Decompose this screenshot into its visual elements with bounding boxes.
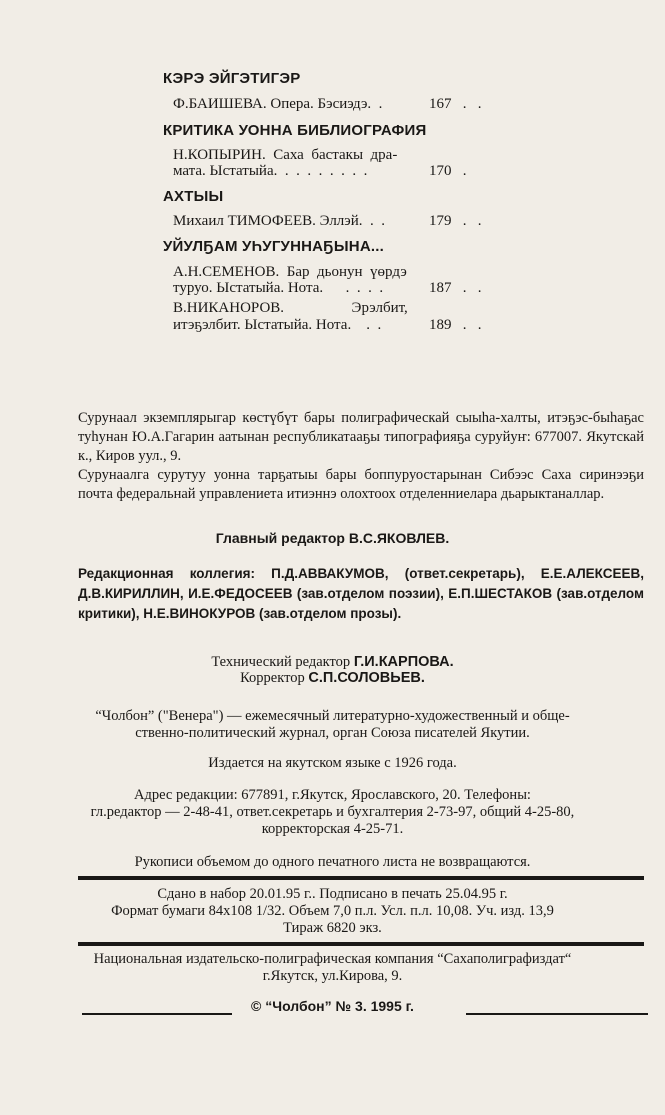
- manuscripts-notice: Рукописи объемом до одного печатного листа не возвращаются.: [134, 854, 531, 870]
- address-line1: Адрес редакции: 677891, г.Якутск, Ярославского, 20. Телефоны:: [134, 787, 531, 803]
- toc-section-title: АХТЫЫ: [163, 188, 224, 205]
- address-line3: корректорская 4-25-71.: [261, 821, 404, 837]
- toc-entry-page: 170 .: [429, 163, 467, 179]
- publisher-line1: Национальная издательско-полиграфическая компания “Сахаполиграфиздат“: [93, 951, 572, 967]
- toc-entry-text: туруо. Ыстатыйа. Нота. . . . .: [173, 280, 384, 296]
- toc-entry-text: итэҕэлбит. Ыстатыйа. Нота. . .: [173, 317, 382, 333]
- journal-description-line1: “Чолбон” ("Венера") — ежемесячный литературно-художественный и обще-: [95, 708, 570, 724]
- divider-rule: [78, 942, 644, 946]
- toc-entry-text: мата. Ыстатыйа. . . . . . . . .: [173, 163, 368, 179]
- corrector: [0, 670, 665, 687]
- technical-editor-name: Г.И.КАРПОВА.: [353, 654, 454, 670]
- address-line2: гл.редактор — 2-48-41, ответ.секретарь и бухгалтерия 2-73-97, общий 4-25-80,: [90, 804, 575, 820]
- toc-entry-text: В.НИКАНОРОВ. Эрэлбит,: [173, 300, 408, 316]
- chief-editor: Главный редактор В.С.ЯКОВЛЕВ.: [215, 530, 450, 546]
- toc-entry-page: 189 . .: [429, 317, 482, 333]
- divider-rule: [78, 876, 644, 880]
- imprint-circulation: Тираж 6820 экз.: [283, 920, 382, 936]
- toc-section-title: КРИТИКА УОННА БИБЛИОГРАФИЯ: [163, 122, 427, 139]
- publication-since: Издается на якутском языке с 1926 года.: [208, 755, 457, 771]
- journal-description-line2: ственно-политический журнал, орган Союза писателей Якутии.: [135, 725, 530, 741]
- technical-editor-label: Технический редактор: [211, 654, 351, 670]
- copyright-line: © “Чолбон” № 3. 1995 г.: [251, 998, 414, 1014]
- imprint-format: Формат бумаги 84х108 1/32. Объем 7,0 п.л. Усл. п.л. 10,08. Уч. изд. 13,9: [111, 903, 554, 919]
- printing-errors-note: Сурунаал экземплярыгар көстүбүт бары полиграфическай сыыһа-халты, итэҕэс-быһаҕас туһунан Ю.А.Гагарин аатынан республикатааҕы типографияҕа суруйуҥ: 677007. Якутскай к., Киров уул., 9.: [78, 410, 644, 464]
- toc-entry-text: А.Н.СЕМЕНОВ. Бар дьонун үөрдэ: [173, 264, 407, 280]
- corrector-label: Корректор: [240, 670, 305, 686]
- imprint-dates: Сдано в набор 20.01.95 г.. Подписано в печать 25.04.95 г.: [157, 886, 508, 902]
- toc-section-title: КЭРЭ ЭЙГЭТИГЭР: [163, 70, 301, 87]
- subscription-note: Сурунаалга сурутуу уонна тарҕатыы бары боппуруостарынан Сибээс Саха сиринээҕи почта федеральнай управлениета итиэннэ олохтоох отделенниелара дьарыктаналлар.: [78, 467, 644, 502]
- toc-entry-text: Михаил ТИМОФЕЕВ. Эллэй. . .: [173, 213, 386, 229]
- toc-entry-page: 187 . .: [429, 280, 482, 296]
- publisher-line2: г.Якутск, ул.Кирова, 9.: [262, 968, 403, 984]
- toc-entry-page: 179 . .: [429, 213, 482, 229]
- technical-editor: [0, 654, 665, 671]
- toc-entry-text: Ф.БАИШЕВА. Опера. Бэсиэдэ. .: [173, 96, 383, 112]
- editorial-board: Редакционная коллегия: П.Д.АВВАКУМОВ, (ответ.секретарь), Е.Е.АЛЕКСЕЕВ, Д.В.КИРИЛЛИН, И.Е.ФЕДОСЕЕВ (зав.отделом поэзии), Е.П.ШЕСТАКОВ (зав.отделом критики), Н.Е.ВИНОКУРОВ (зав.отделом прозы).: [78, 566, 644, 621]
- divider-rule: [466, 1013, 648, 1015]
- toc-entry-page: 167 . .: [429, 96, 482, 112]
- corrector-name: С.П.СОЛОВЬЕВ.: [308, 670, 425, 686]
- toc-entry-text: Н.КОПЫРИН. Саха бастакы дра-: [173, 147, 398, 163]
- toc-section-title: УЙУЛҔАМ УҺУГУННАҔЫНА...: [163, 238, 384, 255]
